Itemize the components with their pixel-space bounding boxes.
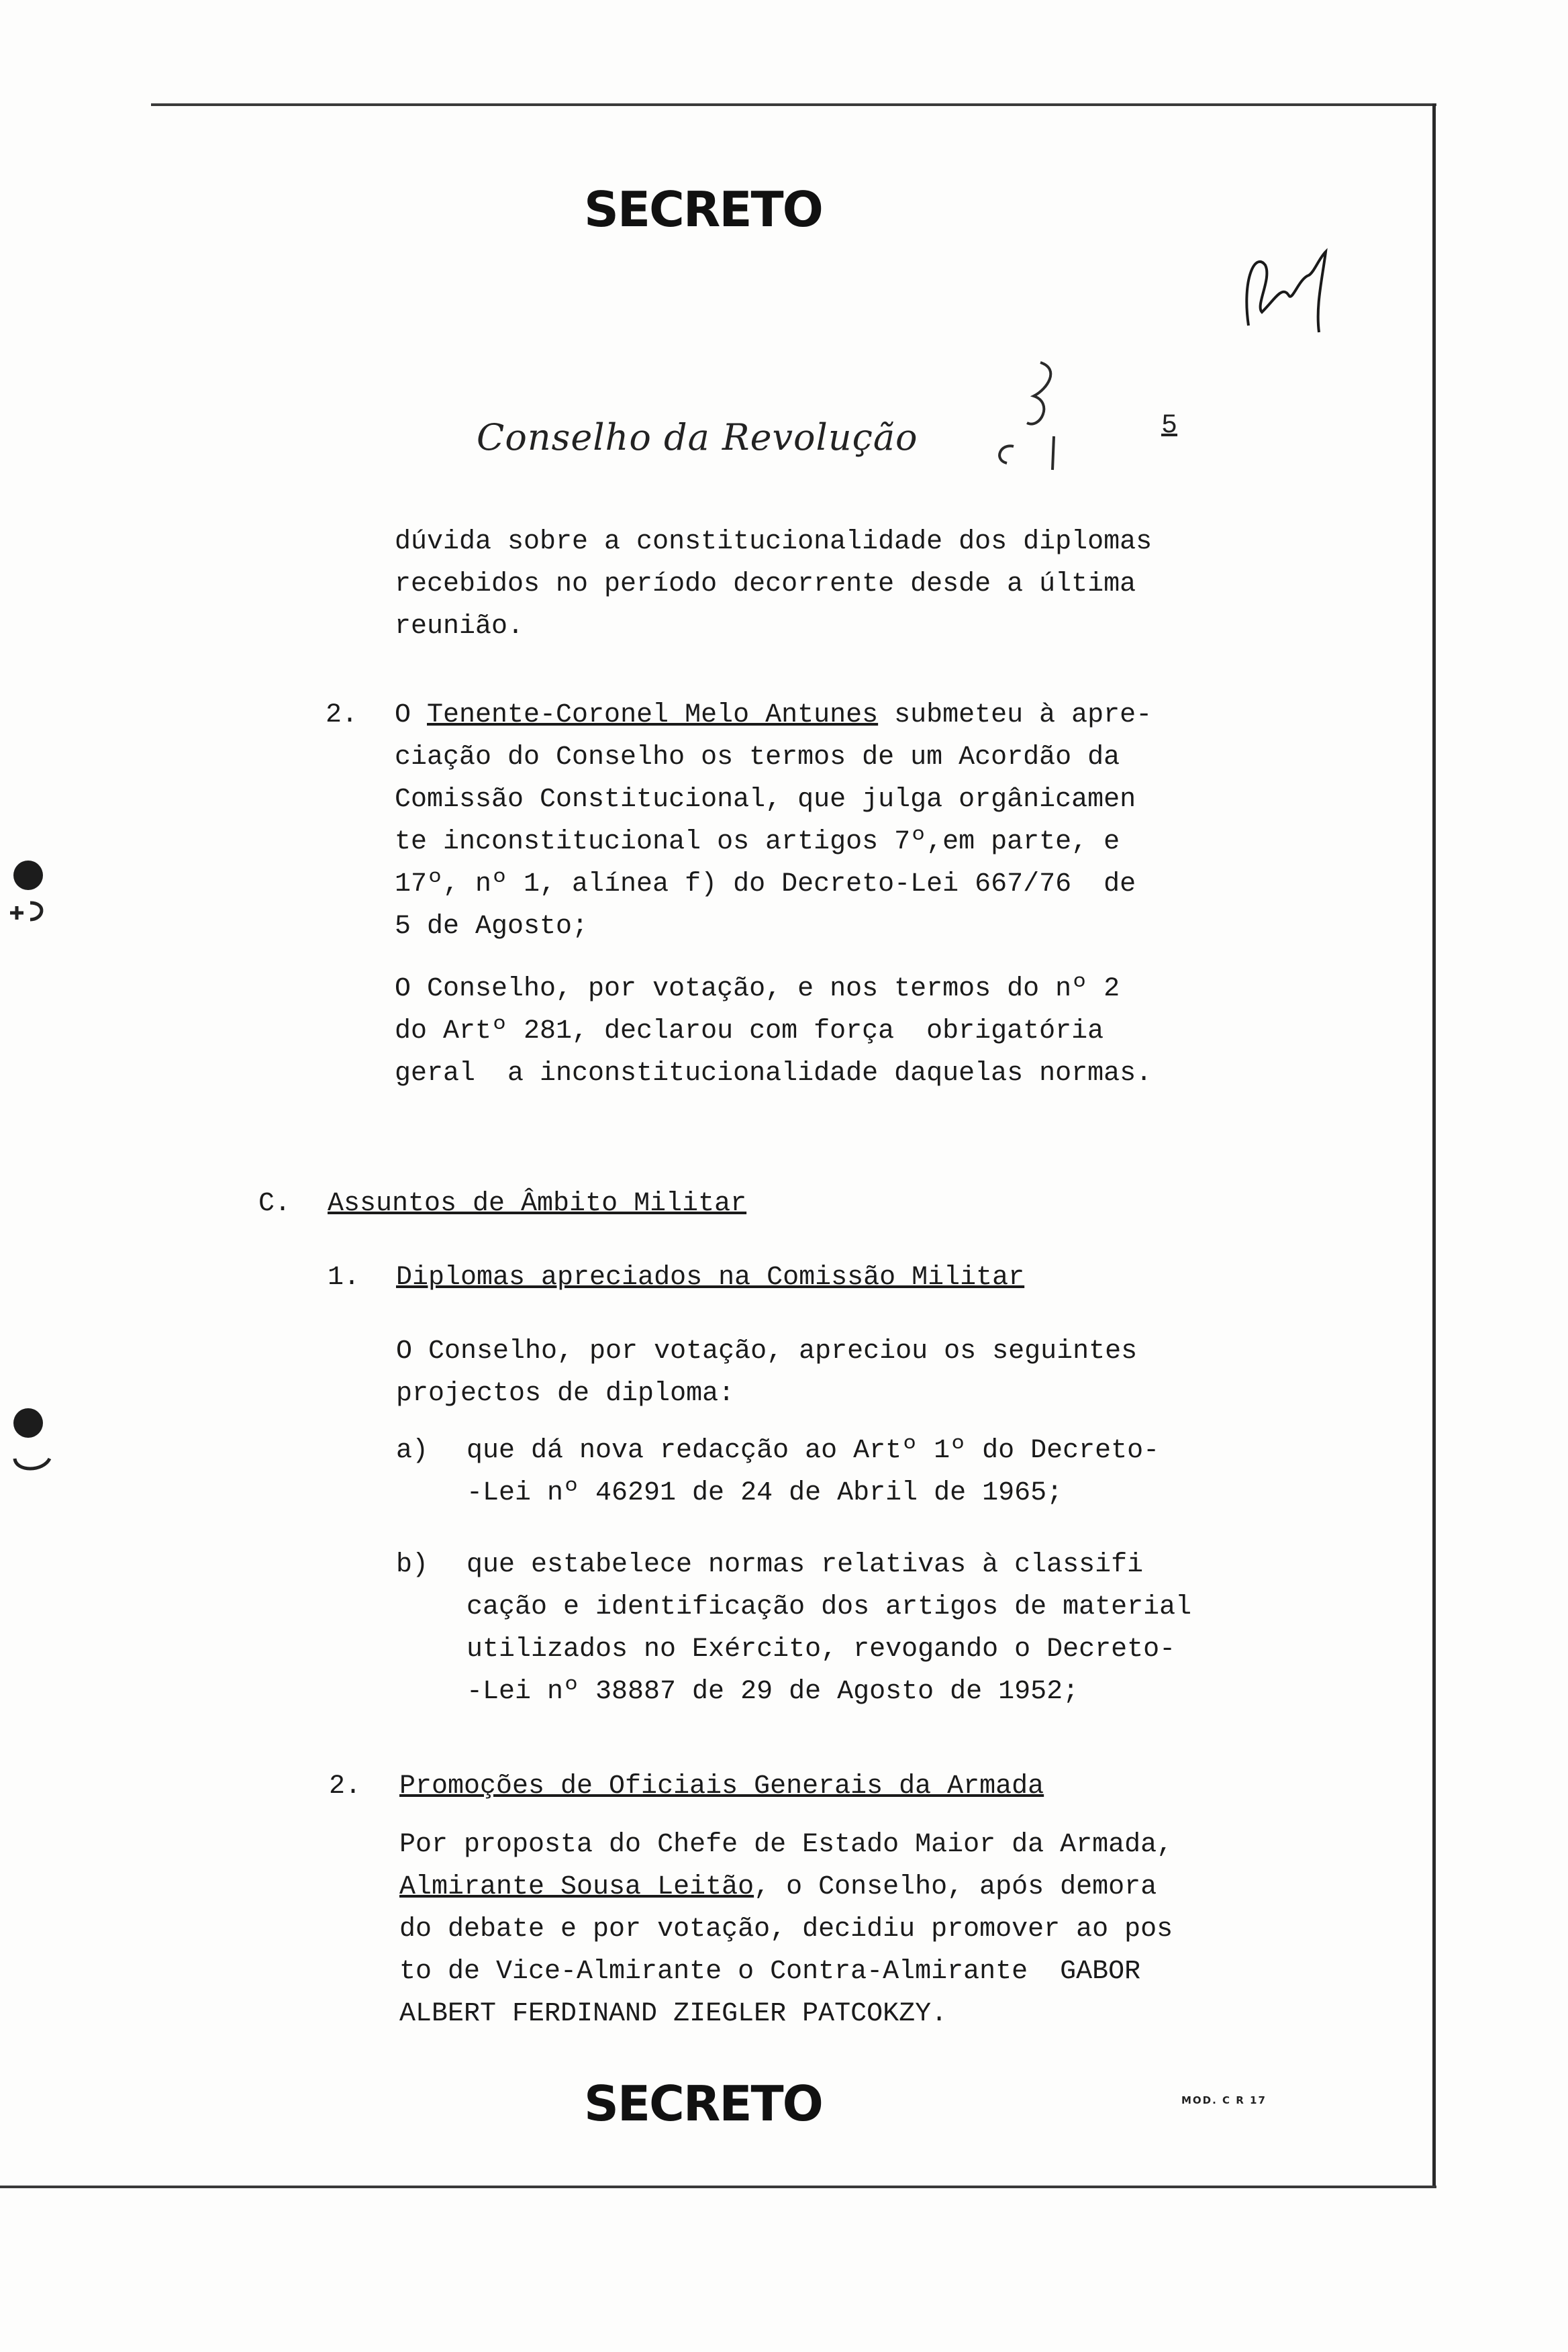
classification-header: SECRETO (584, 181, 822, 238)
list-item-line: utilizados no Exército, revogando o Decreto- (467, 1634, 1176, 1665)
person-name: Almirante Sousa Leitão (399, 1872, 754, 1902)
page-number: 5 (1161, 411, 1178, 441)
list-label: b) (396, 1550, 429, 1580)
section-letter: C. (258, 1189, 291, 1219)
scan-artifact-mark (7, 896, 54, 923)
list-item-line: que dá nova redacção ao Artº 1º do Decreto- (467, 1436, 1160, 1466)
paragraph-line: ALBERT FERDINAND ZIEGLER PATCOKZY. (399, 1999, 948, 2029)
frame-top-line (151, 103, 1436, 106)
list-item-line: cação e identificação dos artigos de material (467, 1592, 1192, 1622)
list-item-line: que estabelece normas relativas à classifi (467, 1550, 1144, 1580)
form-code: MOD. C R 17 (1181, 2094, 1267, 2106)
handwritten-mark (967, 349, 1074, 483)
paragraph-line: O Tenente-Coronel Melo Antunes submeteu à apre- (395, 700, 1153, 730)
punch-hole (13, 861, 43, 890)
paragraph-line: ciação do Conselho os termos de um Acordão da (395, 742, 1120, 773)
paragraph-line: projectos de diploma: (396, 1379, 735, 1409)
paragraph-line: Comissão Constitucional, que julga orgânicamen (395, 785, 1136, 815)
institution-heading: Conselho da Revolução (477, 416, 918, 458)
paragraph-line: Por proposta do Chefe de Estado Maior da Armada, (399, 1830, 1173, 1860)
handwritten-initials (1235, 238, 1336, 339)
paragraph-line: Almirante Sousa Leitão, o Conselho, após demora (399, 1872, 1157, 1902)
list-label: a) (396, 1436, 429, 1466)
subsection-title: Promoções de Oficiais Generais da Armada (399, 1771, 1044, 1802)
section-title: Assuntos de Âmbito Militar (328, 1189, 747, 1219)
item-number: 2. (326, 700, 358, 730)
paragraph-line: 17º, nº 1, alínea f) do Decreto-Lei 667/76 de (395, 869, 1136, 899)
paragraph-line: dúvida sobre a constitucionalidade dos diplomas (395, 527, 1153, 557)
frame-right-line (1432, 103, 1436, 2188)
paragraph-line: do Artº 281, declarou com força obrigatória (395, 1016, 1104, 1046)
paragraph-line: to de Vice-Almirante o Contra-Almirante GABOR (399, 1957, 1141, 1987)
paragraph-line: recebidos no período decorrente desde a última (395, 569, 1136, 599)
punch-hole (13, 1408, 43, 1438)
frame-bottom-line (0, 2186, 1436, 2188)
paragraph-line: reunião. (395, 611, 524, 642)
scan-artifact-mark (9, 1449, 56, 1475)
subsection-number: 2. (329, 1771, 362, 1802)
classification-footer: SECRETO (584, 2075, 822, 2132)
subsection-title: Diplomas apreciados na Comissão Militar (396, 1263, 1025, 1293)
list-item-line: -Lei nº 46291 de 24 de Abril de 1965; (467, 1478, 1063, 1508)
list-item-line: -Lei nº 38887 de 29 de Agosto de 1952; (467, 1677, 1079, 1707)
paragraph-line: 5 de Agosto; (395, 912, 589, 942)
paragraph-line: te inconstitucional os artigos 7º,em parte, e (395, 827, 1120, 857)
paragraph-line: O Conselho, por votação, apreciou os seguintes (396, 1336, 1138, 1367)
person-name: Tenente-Coronel Melo Antunes (427, 700, 879, 730)
paragraph-line: O Conselho, por votação, e nos termos do nº 2 (395, 974, 1120, 1004)
subsection-number: 1. (328, 1263, 360, 1293)
paragraph-line: do debate e por votação, decidiu promover ao pos (399, 1914, 1173, 1945)
paragraph-line: geral a inconstitucionalidade daquelas normas. (395, 1059, 1153, 1089)
